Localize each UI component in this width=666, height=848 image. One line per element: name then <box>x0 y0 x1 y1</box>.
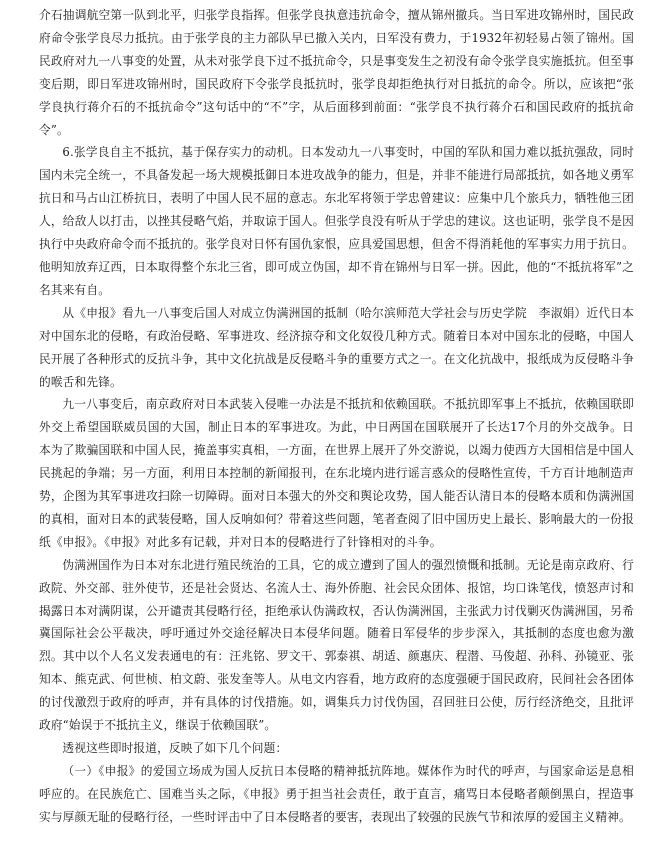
paragraph-4: 九一八事变后，南京政府对日本武装入侵唯一办法是不抵抗和依赖国联。不抵抗即军事上不抵抗，依赖国联即外交上希望国联威员国的大国，制止日本的军事进攻。为此，中日两国在国联展开了长达17个月的外交战争。日本为了欺骗国联和中国人民，掩盖事实真相，一方面，在世界上展开了外交游说，以竭力使西方大国相信是中国人民挑起的争端；另一方面，利用日本控制的新闻报刊，在东北境内进行谣言惑众的侵略性宣传，千方百计地制造声势，企图为其军事进攻扫除一切障碍。面对日本强大的外交和舆论攻势，国人能否认清日本的侵略本质和伪满洲国的真相，面对日本的武装侵略，国人反响如何？带着这些问题，笔者查阅了旧中国历史上最长、影响最大的一份报纸《申报》。《申报》对此多有记载，并对日本的侵略进行了针锋相对的斗争。 <box>39 397 634 549</box>
paragraph-6: 透视这些即时报道，反映了如下几个问题： <box>62 741 288 755</box>
document-body <box>39 4 634 829</box>
paragraph-2: 6.张学良自主不抵抗，基于保存实力的动机。日本发动九一八事变时，中国的军队和国力难以抵抗强敌，同时国内未完全统一，不具备发起一场大规模抵御日本进攻战争的能力，但是，并非不能进行局部抵抗，如各地义勇军抗日和马占山江桥抗日，表明了中国人民不屈的意志。东北军将领于学忠曾建议：应集中几个旅兵力，牺牲他三团人，给敌人以打击，以挫其侵略气焰，并取谅于国人。但张学良没有听从于学忠的建议。这也证明，张学良不是因执行中央政府命令而不抵抗的。张学良对日怀有国仇家恨，应具爱国思想，但舍不得消耗他的军事实力用于抗日。他明知放弃辽西，日本取得整个东北三省，即可成立伪国，却不肯在锦州与日军一拼。因此，他的“不抵抗将军”之名其来有自。 <box>39 145 634 297</box>
paragraph-3: 从《申报》看九一八事变后国人对成立伪满洲国的抵制（哈尔滨师范大学社会与历史学院 李淑娟）近代日本对中国东北的侵略，有政治侵略、军事进攻、经济掠夺和文化奴役几种方式。随着日本对中国东北的侵略，中国人民开展了各种形式的反抗斗争，其中文化抗战是反侵略斗争的重要方式之一。在文化抗战中，报纸成为反侵略斗争的喉舌和先锋。 <box>39 305 634 389</box>
paragraph-1: 介石抽调航空第一队到北平，归张学良指挥。但张学良执意违抗命令，擅从锦州撤兵。当日军进攻锦州时，国民政府命令张学良尽力抵抗。由于张学良的主力部队早已撤入关内，日军没有费力，于1932年初轻易占领了锦州。国民政府对九一八事变的处置，从未对张学良下过不抵抗命令，只是事变发生之初没有命令张学良实施抵抗。但至事变后期，即日军进攻锦州时，国民政府下令张学良抵抗时，张学良却拒绝执行对日抵抗的命令。所以，应该把“张学良执行蒋介石的不抵抗命令”这句话中的“不”字，从后面移到前面：“张学良不执行蒋介石和国民政府的抵抗命令”。 <box>39 8 634 137</box>
paragraph-5: 伪满洲国作为日本对东北进行殖民统治的工具，它的成立遭到了国人的强烈愤慨和抵制。无论是南京政府、行政院、外交部、驻外使节，还是社会贤达、名流人士、海外侨胞、社会民众团体、报馆，均口诛笔伐，愤怒声讨和揭露日本对满阴谋，公开谴责其侵略行径，拒绝承认伪满政权，否认伪满洲国，主张武力讨伐剿灭伪满洲国，另希冀国际社会公平裁决，呼吁通过外交途径解决日本侵华问题。随着日军侵华的步步深入，其抵制的态度也愈为激烈。其中以个人名义发表通电的有：汪兆铭、罗文干、郭泰祺、胡适、颜惠庆、程潜、马俊超、孙科、孙镜亚、张知本、熊克武、何世桢、柏文蔚、张发奎等人。从电文内容看，地方政府的态度强硬于国民政府，民间社会各团体的讨伐激烈于政府的呼声，并有具体的讨伐措施。如，调集兵力讨伐伪国，召回驻日公使，厉行经济绝交，且批评政府“始误于不抵抗主义，继误于依赖国联”。 <box>39 557 634 733</box>
paragraph-7: （一）《申报》的爱国立场成为国人反抗日本侵略的精神抵抗阵地。媒体作为时代的呼声，与国家命运是息相呼应的。在民族危亡、国难当头之际，《申报》勇于担当社会责任，敢于直言，痛骂日本侵略者颠倒黑白，捏造事实与厚颜无耻的侵略行径，一些时评击中了日本侵略者的要害，表现出了较强的民族气节和浓厚的爱国主义精神。 <box>39 763 634 824</box>
